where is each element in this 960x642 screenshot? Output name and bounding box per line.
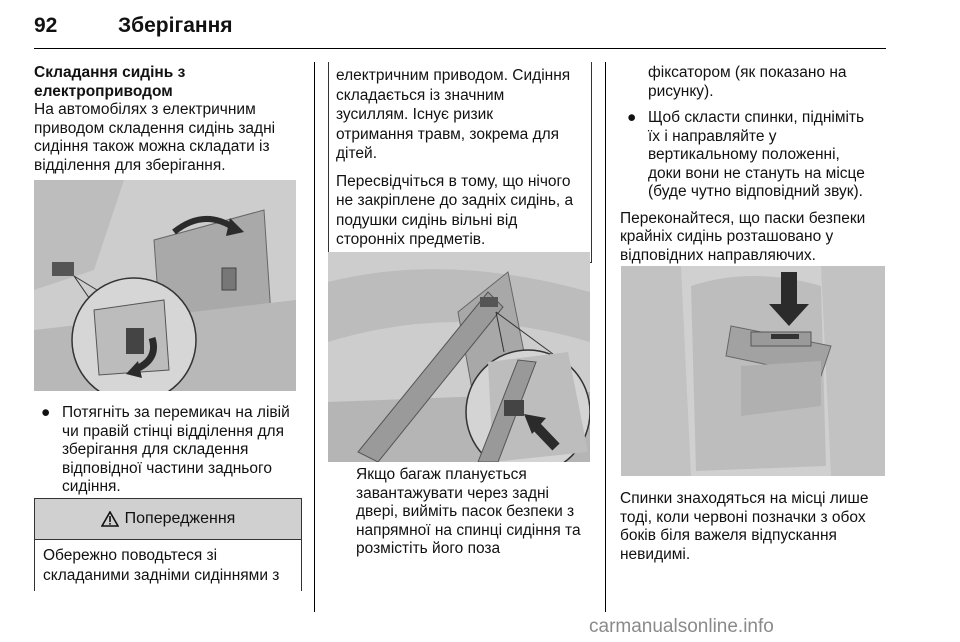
warning-cont-paragraph-1: електричним приводом. Сидіння складається із значним зусиллям. Існує ризик отримання травм, зокрема для дітей. [336,67,571,162]
subsection-heading: Складання сидінь з електроприводом [34,64,186,100]
warning-triangle-icon [101,511,119,527]
paragraph-belts: Переконайтеся, що паски безпеки крайніх сидінь розташовано у відповідних направляючих. [620,209,866,264]
bullet-list-1 [34,404,304,497]
header-rule [34,48,886,49]
warning-cont-paragraph-2: Пересвідчіться в тому, що нічого не закріплене до задніх сидінь, а подушки сидінь вільні від сторонніх предметів. [336,172,574,248]
bullet-icon: ● [41,404,51,421]
column-3 [620,64,890,265]
continued-text: фіксатором (як показано на рисунку). [648,64,847,100]
bullet-icon: ● [627,109,637,126]
warning-text: Обережно поводьтеся зі складаними задніми сидіннями з [43,547,280,584]
page-number: 92 [34,14,58,37]
watermark: carmanualsonline.info [589,616,774,637]
paragraph-seatbacks: Спинки знаходяться на місці лише тоді, коли червоні позначки з обох боків біля важеля відпускання невидимі. [620,490,869,563]
paragraph-luggage: Якщо багаж планується завантажувати через задні двері, вийміть пасок безпеки з напрямної на спинці сидіння та розмістіть його поза [356,466,581,557]
warning-title: Попередження [124,510,236,527]
intro-paragraph: На автомобілях з електричним приводом складення сидінь задні сидіння також можна складати із відділення для зберігання. [34,101,276,174]
column-divider-2 [605,62,606,612]
column-1 [34,64,302,175]
bullet-text: Щоб скласти спинки, підніміть їх і направляйте у вертикальному положенні, доки вони не стануть на місце (буде чутно відповідний звук). [648,109,865,200]
illustration-storage-switch [34,180,296,391]
section-title: Зберігання [118,14,233,37]
list-item [620,109,890,202]
warning-continued-text [329,62,591,254]
bullet-text: Потягніть за перемикач на лівій чи правій стінці відділення для зберігання для складення відповідної частини заднього сидіння. [62,404,290,495]
illustration-seat-belt-guide [328,252,590,462]
warning-header [35,499,301,540]
warning-box-continued [328,62,592,263]
warning-box [34,498,302,591]
illustration-release-lever [621,266,885,476]
column-divider-1 [314,62,315,612]
list-item [34,404,304,497]
